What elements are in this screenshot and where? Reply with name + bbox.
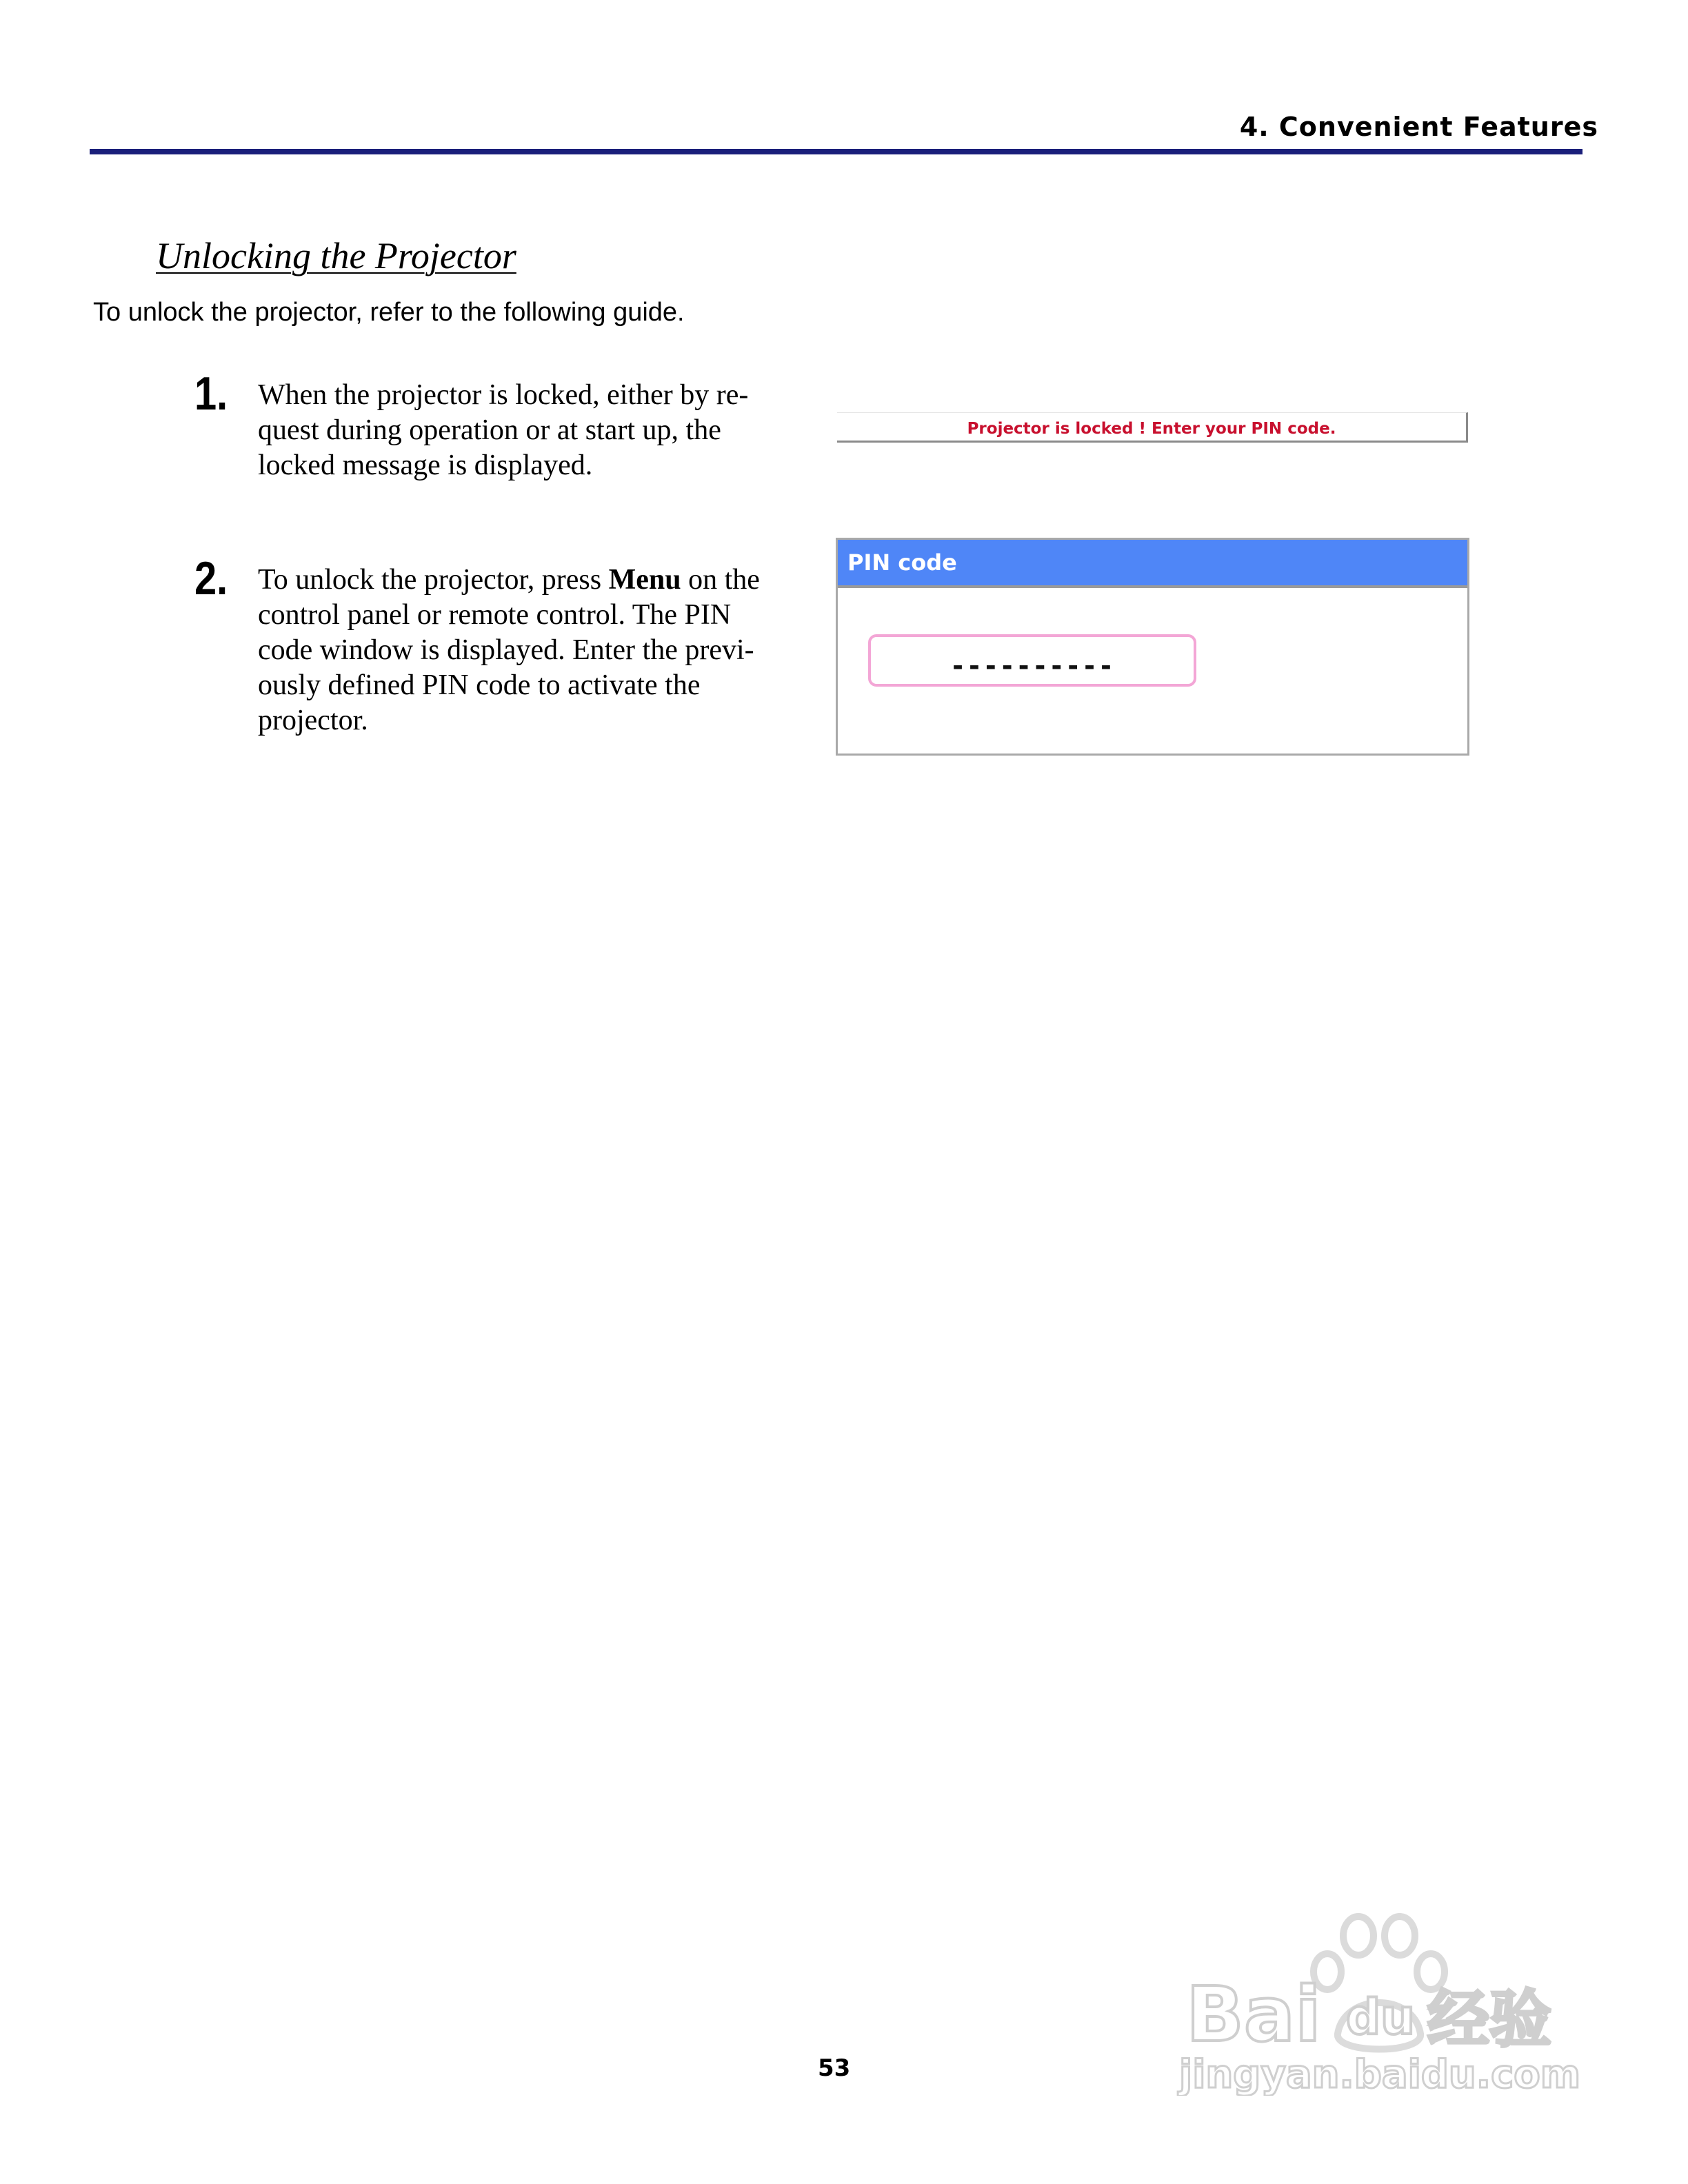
- pin-code-value: ----------: [950, 651, 1115, 681]
- locked-message: Projector is locked ! Enter your PIN code.: [967, 420, 1336, 438]
- step-1-number: 1.: [194, 367, 228, 420]
- intro-text: To unlock the projector, refer to the following guide.: [93, 298, 685, 327]
- step-2-line: [258, 563, 803, 598]
- pin-window-titlebar: [838, 540, 1467, 585]
- header-rule: [90, 149, 1582, 154]
- paw-toe-icon: [1385, 1917, 1415, 1955]
- pin-code-window: [836, 538, 1469, 756]
- step-2-text-after: on the: [681, 564, 760, 596]
- step-2-line: control panel or remote control. The PIN: [258, 599, 732, 631]
- step-2-number: 2.: [194, 552, 228, 605]
- step-2-line: projector.: [258, 705, 368, 736]
- section-title: Unlocking the Projector: [156, 235, 516, 276]
- step-1-line: locked message is displayed.: [258, 449, 593, 481]
- pin-title-divider: [838, 585, 1467, 588]
- step-2-line: code window is displayed. Enter the previ-: [258, 634, 754, 666]
- step-1-line: quest during operation or at start up, the: [258, 414, 721, 446]
- step-1-line: When the projector is locked, either by re-: [258, 379, 749, 411]
- paw-toe-icon: [1343, 1917, 1374, 1955]
- step-2-text: [258, 563, 803, 738]
- watermark-url: jingyan.baidu.com: [1179, 2052, 1581, 2096]
- watermark-logo-text: 经验: [1427, 1983, 1551, 2056]
- baidu-watermark: [1172, 1903, 1600, 2096]
- watermark-logo-text: Bai: [1186, 1970, 1321, 2059]
- pin-window-title: PIN code: [847, 549, 957, 576]
- step-2-line: ously defined PIN code to activate the: [258, 669, 701, 701]
- pin-code-input[interactable]: [868, 634, 1196, 687]
- watermark-logo-text: du: [1346, 1989, 1415, 2045]
- locked-message-bar: [837, 412, 1468, 443]
- page-number: 53: [818, 2054, 851, 2082]
- menu-keyword: Menu: [608, 564, 681, 596]
- step-2-text-before: To unlock the projector, press: [258, 564, 609, 596]
- step-1-text: [258, 378, 803, 483]
- chapter-title: 4. Convenient Features: [1239, 112, 1598, 142]
